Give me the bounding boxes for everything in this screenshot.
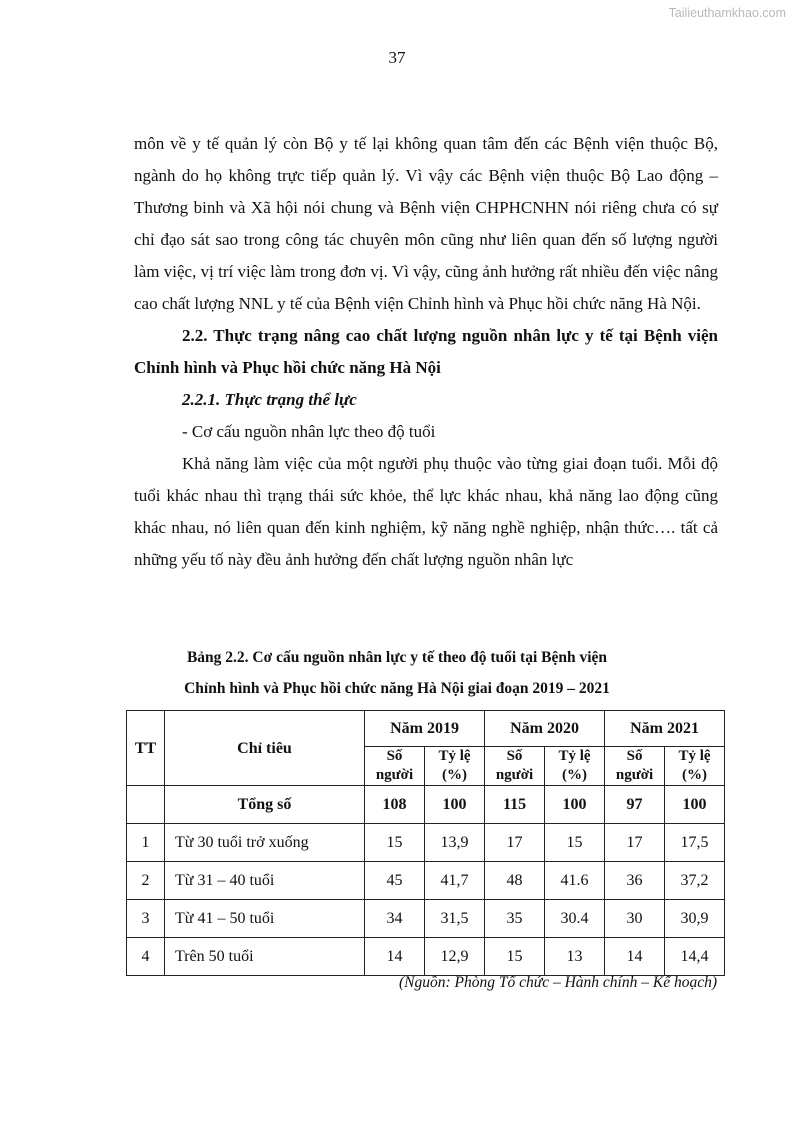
table-row	[127, 900, 725, 938]
subheader-count: Số người	[605, 747, 665, 786]
table-cell: 4	[127, 938, 165, 976]
subheader-count: Số người	[365, 747, 425, 786]
table-cell: 12,9	[425, 938, 485, 976]
table-cell: 37,2	[665, 862, 725, 900]
table-cell: 2	[127, 862, 165, 900]
table-cell: 17,5	[665, 824, 725, 862]
table-cell: 115	[485, 786, 545, 824]
table-cell: 30	[605, 900, 665, 938]
table-cell: 17	[485, 824, 545, 862]
table-cell: 15	[365, 824, 425, 862]
table-cell: 3	[127, 900, 165, 938]
table-cell: 48	[485, 862, 545, 900]
table-cell: 14	[605, 938, 665, 976]
table-cell: Từ 30 tuổi trở xuống	[165, 824, 365, 862]
table-cell: 13	[545, 938, 605, 976]
table-cell: 30.4	[545, 900, 605, 938]
table-cell: Trên 50 tuổi	[165, 938, 365, 976]
table-row	[127, 824, 725, 862]
table-cell: 31,5	[425, 900, 485, 938]
table-cell: 45	[365, 862, 425, 900]
subsection-heading-2-2-1: 2.2.1. Thực trạng thể lực	[182, 390, 357, 409]
bullet-age-structure: - Cơ cấu nguồn nhân lực theo độ tuổi	[182, 422, 436, 441]
table-cell: 41,7	[425, 862, 485, 900]
table-cell: 108	[365, 786, 425, 824]
section-heading-2-2: 2.2. Thực trạng nâng cao chất lượng nguồn nhân lực y tế tại Bệnh viện Chỉnh hình và Phục hồi chức năng Hà Nội	[134, 326, 718, 377]
table-cell: 30,9	[665, 900, 725, 938]
subheader-rate: Tỷ lệ (%)	[545, 747, 605, 786]
watermark: Tailieuthamkhao.com	[668, 6, 786, 20]
header-chi-tieu: Chỉ tiêu	[165, 711, 365, 786]
table-cell: 34	[365, 900, 425, 938]
table-source-note: (Nguồn: Phòng Tổ chức – Hành chính – Kế hoạch)	[399, 974, 717, 991]
paragraph-2: Khả năng làm việc của một người phụ thuộc vào từng giai đoạn tuổi. Mỗi độ tuổi khác nhau thì trạng thái sức khỏe, thể lực khác nhau, khả năng lao động cũng khác nhau, nó liên quan đến kinh nghiệm, kỹ năng nghề nghiệp, nhận thức…. tất cả những yếu tố này đều ảnh hưởng đến chất lượng nguồn nhân lực	[134, 454, 718, 569]
table-cell: 97	[605, 786, 665, 824]
table-caption-line-1: Bảng 2.2. Cơ cấu nguồn nhân lực y tế theo độ tuổi tại Bệnh viện	[186, 649, 608, 666]
header-tt: TT	[127, 711, 165, 786]
table-cell: 17	[605, 824, 665, 862]
table-cell	[127, 786, 165, 824]
table-total-row	[127, 786, 725, 824]
table-header-row	[127, 711, 725, 747]
table-cell: 14	[365, 938, 425, 976]
table-row	[127, 938, 725, 976]
table-cell: Từ 41 – 50 tuổi	[165, 900, 365, 938]
body-text	[134, 128, 718, 576]
table-cell: Từ 31 – 40 tuổi	[165, 862, 365, 900]
header-year-2020: Năm 2020	[485, 711, 605, 747]
subheader-rate: Tỷ lệ (%)	[425, 747, 485, 786]
age-structure-table	[126, 710, 725, 976]
table-cell: 15	[545, 824, 605, 862]
header-year-2019: Năm 2019	[365, 711, 485, 747]
table-caption-line-2: Chỉnh hình và Phục hồi chức năng Hà Nội giai đoạn 2019 – 2021	[184, 680, 610, 697]
table-cell: 13,9	[425, 824, 485, 862]
table-cell: 100	[425, 786, 485, 824]
table-cell: 36	[605, 862, 665, 900]
subheader-count: Số người	[485, 747, 545, 786]
paragraph-1: môn về y tế quản lý còn Bộ y tế lại không quan tâm đến các Bệnh viện thuộc Bộ, ngành do họ không trực tiếp quản lý. Vì vậy các Bệnh viện thuộc Bộ Lao động – Thương binh và Xã hội nói chung và Bệnh viện CHPHCNHN nói riêng chưa có sự chỉ đạo sát sao trong công tác chuyên môn cũng như liên quan đến số lượng người làm việc, vị trí việc làm trong đơn vị. Vì vậy, cũng ảnh hưởng rất nhiều đến việc nâng cao chất lượng NNL y tế của Bệnh viện Chỉnh hình và Phục hồi chức năng Hà Nội.	[134, 134, 718, 313]
table-cell: 15	[485, 938, 545, 976]
page-number: 37	[388, 48, 406, 67]
header-year-2021: Năm 2021	[605, 711, 725, 747]
table-cell: 100	[665, 786, 725, 824]
table-cell: 1	[127, 824, 165, 862]
table-cell: 14,4	[665, 938, 725, 976]
table-cell: 35	[485, 900, 545, 938]
table-cell: 41.6	[545, 862, 605, 900]
subheader-rate: Tỷ lệ (%)	[665, 747, 725, 786]
table-cell: 100	[545, 786, 605, 824]
total-label: Tổng số	[165, 786, 365, 824]
table-row	[127, 862, 725, 900]
